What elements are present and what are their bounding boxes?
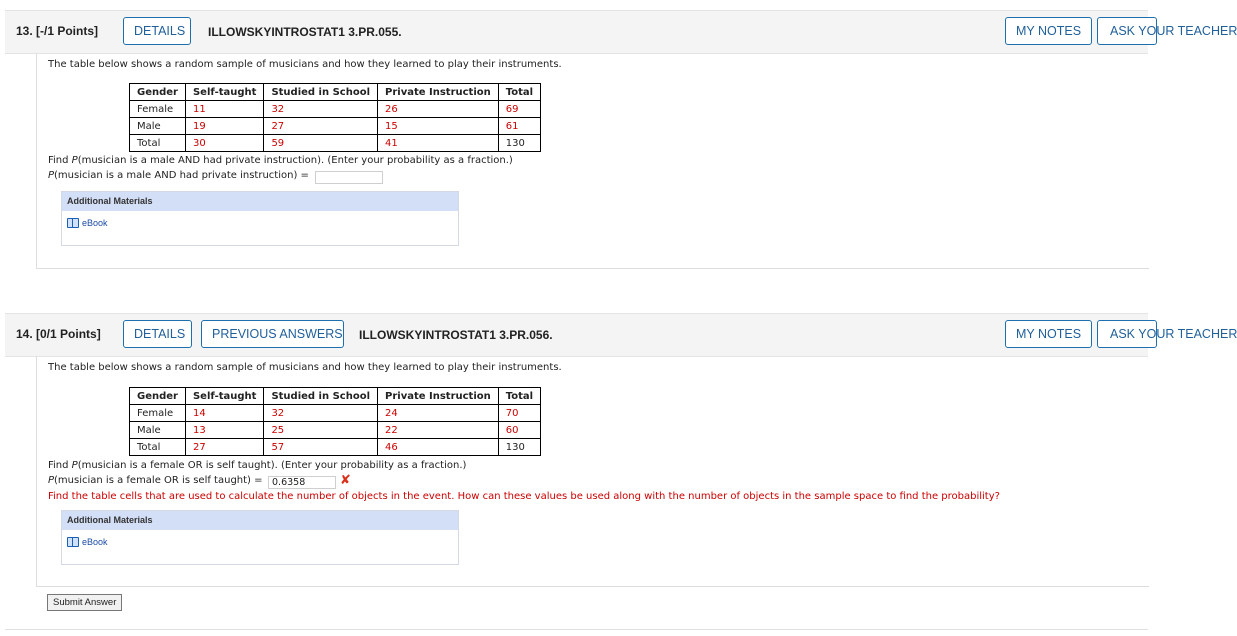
- table-cell: 30: [185, 135, 263, 152]
- question-13-points: 13. [-/1 Points]: [16, 24, 99, 38]
- table-header-cell: Studied in School: [264, 388, 378, 405]
- q14-previous-answers-button[interactable]: PREVIOUS ANSWERS: [201, 320, 344, 348]
- table-cell: 60: [498, 422, 540, 439]
- q14-feedback-hint: Find the table cells that are used to calculate the number of objects in the event. How can these values be used along with the number of objects in the sample space to find the probability?: [48, 491, 1000, 502]
- q14-ask-teacher-button[interactable]: ASK YOUR TEACHER: [1097, 320, 1157, 348]
- table-header-row: [130, 388, 541, 405]
- q13-question-text: Find P(musician is a male AND had private instruction). (Enter your probability as a fraction.): [48, 155, 513, 166]
- submit-answer-button[interactable]: Submit Answer: [47, 594, 122, 611]
- question-14-header: [5, 313, 1237, 357]
- table-cell: 26: [378, 101, 499, 118]
- q13-question-id: ILLOWSKYINTROSTAT1 3.PR.055.: [208, 25, 402, 39]
- table-cell: 57: [264, 439, 378, 456]
- q13-my-notes-button[interactable]: MY NOTES: [1005, 17, 1092, 45]
- question-14-body: [36, 356, 1149, 587]
- table-cell: 70: [498, 405, 540, 422]
- table-header-cell: Self-taught: [185, 84, 263, 101]
- table-header-cell: Total: [498, 388, 540, 405]
- q14-my-notes-button[interactable]: MY NOTES: [1005, 320, 1092, 348]
- q14-question-id: ILLOWSKYINTROSTAT1 3.PR.056.: [359, 328, 553, 342]
- table-header-row: [130, 84, 541, 101]
- table-header-cell: Studied in School: [264, 84, 378, 101]
- q13-intro-text: The table below shows a random sample of musicians and how they learned to play their instruments.: [48, 59, 562, 70]
- table-header-cell: Self-taught: [185, 388, 263, 405]
- table-header-cell: Gender: [130, 84, 186, 101]
- table-cell: 15: [378, 118, 499, 135]
- table-header-cell: Private Instruction: [378, 84, 499, 101]
- table-cell: Male: [130, 118, 186, 135]
- table-cell: Total: [130, 439, 186, 456]
- question-14-points: 14. [0/1 Points]: [16, 327, 101, 341]
- table-row: [130, 118, 541, 135]
- q13-data-table: [129, 83, 541, 152]
- q14-ebook-link[interactable]: eBook: [67, 537, 108, 547]
- table-header-cell: Private Instruction: [378, 388, 499, 405]
- q13-answer-input[interactable]: [315, 171, 383, 184]
- table-header-cell: Gender: [130, 388, 186, 405]
- q14-additional-materials: [61, 510, 459, 565]
- table-row: [130, 135, 541, 152]
- table-cell: 32: [264, 101, 378, 118]
- x-mark-icon: ✘: [340, 473, 351, 488]
- table-cell: Male: [130, 422, 186, 439]
- q13-ebook-link[interactable]: eBook: [67, 218, 108, 228]
- q14-answer-label: P(musician is a female OR is self taught) =: [48, 475, 263, 486]
- q13-details-button[interactable]: DETAILS: [123, 17, 191, 45]
- q13-answer-label: P(musician is a male AND had private instruction) =: [48, 170, 309, 181]
- q13-ask-teacher-button[interactable]: ASK YOUR TEACHER: [1097, 17, 1157, 45]
- table-row: [130, 422, 541, 439]
- table-cell: 19: [185, 118, 263, 135]
- table-cell: 11: [185, 101, 263, 118]
- additional-materials-header: Additional Materials: [62, 192, 458, 211]
- q14-intro-text: The table below shows a random sample of musicians and how they learned to play their instruments.: [48, 362, 562, 373]
- table-cell: 27: [264, 118, 378, 135]
- q14-question-text: Find P(musician is a female OR is self taught). (Enter your probability as a fraction.): [48, 460, 467, 471]
- table-cell: 22: [378, 422, 499, 439]
- table-cell: 27: [185, 439, 263, 456]
- table-cell: 61: [498, 118, 540, 135]
- table-cell: 32: [264, 405, 378, 422]
- book-icon: [67, 218, 79, 228]
- table-cell: 41: [378, 135, 499, 152]
- table-row: [130, 439, 541, 456]
- table-header-cell: Total: [498, 84, 540, 101]
- table-cell: 130: [498, 439, 540, 456]
- question-13-header: [5, 10, 1237, 54]
- table-cell: 46: [378, 439, 499, 456]
- table-cell: 69: [498, 101, 540, 118]
- table-row: [130, 101, 541, 118]
- table-cell: Total: [130, 135, 186, 152]
- table-cell: 24: [378, 405, 499, 422]
- table-cell: 14: [185, 405, 263, 422]
- q14-data-table: [129, 387, 541, 456]
- table-cell: 130: [498, 135, 540, 152]
- section-divider: [5, 629, 1148, 630]
- additional-materials-header: Additional Materials: [62, 511, 458, 530]
- q14-details-button[interactable]: DETAILS: [123, 320, 192, 348]
- question-13-body: [36, 53, 1149, 269]
- table-cell: 25: [264, 422, 378, 439]
- table-row: [130, 405, 541, 422]
- q14-answer-input[interactable]: 0.6358: [268, 476, 336, 489]
- table-cell: Female: [130, 101, 186, 118]
- q13-additional-materials: [61, 191, 459, 246]
- table-cell: 13: [185, 422, 263, 439]
- book-icon: [67, 537, 79, 547]
- table-cell: 59: [264, 135, 378, 152]
- table-cell: Female: [130, 405, 186, 422]
